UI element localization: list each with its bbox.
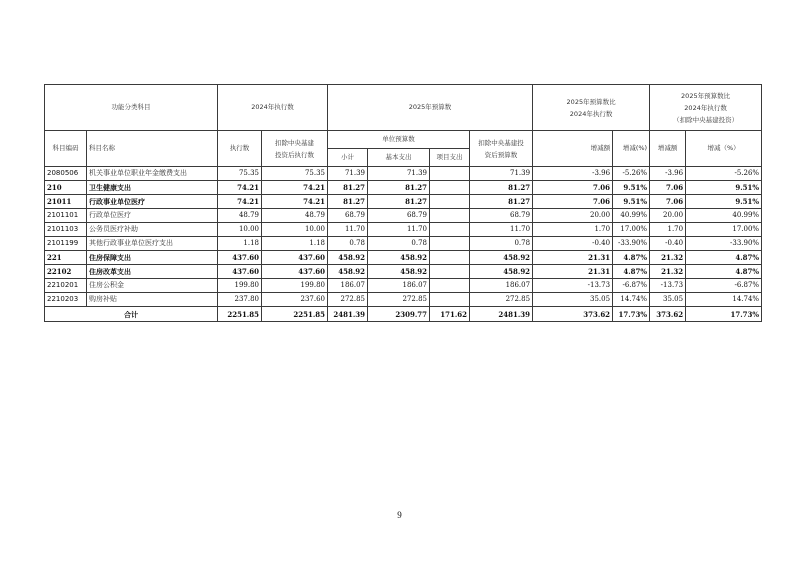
- subject-name-cell: 住房改革支出: [87, 265, 218, 279]
- header-row-1: [45, 85, 762, 131]
- exec-amount-cell: 74.21: [218, 181, 262, 195]
- diff-pct-ex-cell: -6.87%: [686, 279, 762, 293]
- table-row: [45, 209, 762, 223]
- total-diff-amount-cell: 373.62: [533, 307, 613, 322]
- subject-code-cell: 2101101: [45, 209, 87, 223]
- diff-pct-cell: -33.90%: [613, 237, 650, 251]
- page-number: 9: [397, 510, 402, 520]
- budget-ex-central-cell: 71.39: [470, 167, 533, 181]
- diff-amount-ex-cell: 21.32: [650, 265, 686, 279]
- budget-ex-central-cell: 81.27: [470, 195, 533, 209]
- exec-ex-central-cell: 437.60: [262, 265, 328, 279]
- total-budget-project-cell: 171.62: [430, 307, 470, 322]
- exec-amount-cell: 74.21: [218, 195, 262, 209]
- subject-code-cell: 21011: [45, 195, 87, 209]
- diff-amount-cell: -3.96: [533, 167, 613, 181]
- header-budget-2025: 2025年预算数: [328, 85, 533, 131]
- header-subtotal: 小计: [328, 149, 368, 167]
- subject-code-cell: 22102: [45, 265, 87, 279]
- exec-amount-cell: 10.00: [218, 223, 262, 237]
- budget-basic-cell: 81.27: [368, 181, 430, 195]
- budget-project-cell: [430, 209, 470, 223]
- budget-basic-cell: 11.70: [368, 223, 430, 237]
- header-ex-central-budget-line: 资后预算数: [484, 150, 518, 159]
- header-diff-amount: 增减额: [533, 131, 613, 167]
- subject-code-cell: 2101199: [45, 237, 87, 251]
- budget-table: [44, 84, 762, 322]
- exec-amount-cell: 437.60: [218, 251, 262, 265]
- diff-amount-cell: 7.06: [533, 195, 613, 209]
- diff-pct-ex-cell: -5.26%: [686, 167, 762, 181]
- total-exec-ex-central-cell: 2251.85: [262, 307, 328, 322]
- diff-pct-ex-cell: 40.99%: [686, 209, 762, 223]
- budget-basic-cell: 71.39: [368, 167, 430, 181]
- diff-pct-cell: 40.99%: [613, 209, 650, 223]
- budget-project-cell: [430, 195, 470, 209]
- subject-name-cell: 购房补贴: [87, 293, 218, 307]
- diff-pct-cell: 17.00%: [613, 223, 650, 237]
- total-diff-amount-ex-cell: 373.62: [650, 307, 686, 322]
- budget-ex-central-cell: 186.07: [470, 279, 533, 293]
- diff-amount-cell: 1.70: [533, 223, 613, 237]
- budget-project-cell: [430, 293, 470, 307]
- budget-subtotal-cell: 71.39: [328, 167, 368, 181]
- budget-subtotal-cell: 68.79: [328, 209, 368, 223]
- header-compare-2024: [533, 85, 650, 131]
- budget-project-cell: [430, 237, 470, 251]
- diff-pct-cell: -5.26%: [613, 167, 650, 181]
- exec-amount-cell: 237.80: [218, 293, 262, 307]
- budget-project-cell: [430, 279, 470, 293]
- budget-project-cell: [430, 223, 470, 237]
- header-diff-amount-ex: 增减额: [650, 131, 686, 167]
- budget-ex-central-cell: 68.79: [470, 209, 533, 223]
- budget-ex-central-cell: 272.85: [470, 293, 533, 307]
- diff-pct-ex-cell: 9.51%: [686, 181, 762, 195]
- header-dept-budget: 单位预算数: [328, 131, 470, 149]
- budget-subtotal-cell: 11.70: [328, 223, 368, 237]
- subject-name-cell: 行政事业单位医疗: [87, 195, 218, 209]
- budget-basic-cell: 186.07: [368, 279, 430, 293]
- subject-name-cell: 卫生健康支出: [87, 181, 218, 195]
- budget-subtotal-cell: 81.27: [328, 181, 368, 195]
- exec-amount-cell: 1.18: [218, 237, 262, 251]
- budget-project-cell: [430, 181, 470, 195]
- diff-pct-ex-cell: 4.87%: [686, 265, 762, 279]
- header-compare-ex-line: （扣除中央基建投资）: [673, 115, 739, 124]
- diff-amount-cell: 35.05: [533, 293, 613, 307]
- budget-ex-central-cell: 458.92: [470, 251, 533, 265]
- diff-pct-cell: -6.87%: [613, 279, 650, 293]
- budget-subtotal-cell: 272.85: [328, 293, 368, 307]
- exec-ex-central-cell: 74.21: [262, 195, 328, 209]
- exec-ex-central-cell: 75.35: [262, 167, 328, 181]
- total-exec-amount-cell: 2251.85: [218, 307, 262, 322]
- budget-basic-cell: 458.92: [368, 265, 430, 279]
- diff-pct-cell: 9.51%: [613, 181, 650, 195]
- diff-amount-ex-cell: 1.70: [650, 223, 686, 237]
- diff-amount-ex-cell: 7.06: [650, 181, 686, 195]
- total-diff-pct-cell: 17.73%: [613, 307, 650, 322]
- budget-basic-cell: 68.79: [368, 209, 430, 223]
- budget-subtotal-cell: 81.27: [328, 195, 368, 209]
- header-ex-central-exec-line: 投资后执行数: [275, 150, 314, 159]
- diff-amount-cell: 21.31: [533, 251, 613, 265]
- exec-ex-central-cell: 199.80: [262, 279, 328, 293]
- header-diff-pct: 增减(%): [613, 131, 650, 167]
- header-compare-ex-line: 2025年预算数比: [681, 91, 731, 100]
- diff-amount-ex-cell: -3.96: [650, 167, 686, 181]
- table-row: [45, 293, 762, 307]
- table-row: [45, 181, 762, 195]
- subject-code-cell: 2210201: [45, 279, 87, 293]
- diff-pct-ex-cell: 4.87%: [686, 251, 762, 265]
- table-row: [45, 251, 762, 265]
- budget-project-cell: [430, 251, 470, 265]
- diff-pct-ex-cell: 9.51%: [686, 195, 762, 209]
- total-budget-subtotal-cell: 2481.39: [328, 307, 368, 322]
- header-basic-exp: 基本支出: [368, 149, 430, 167]
- exec-amount-cell: 75.35: [218, 167, 262, 181]
- diff-pct-ex-cell: 14.74%: [686, 293, 762, 307]
- header-project-exp: 项目支出: [430, 149, 470, 167]
- header-compare-ex-line: 2024年执行数: [684, 103, 727, 112]
- budget-basic-cell: 0.78: [368, 237, 430, 251]
- subject-name-cell: 机关事业单位职业年金缴费支出: [87, 167, 218, 181]
- budget-basic-cell: 458.92: [368, 251, 430, 265]
- subject-name-cell: 公务员医疗补助: [87, 223, 218, 237]
- budget-ex-central-cell: 81.27: [470, 181, 533, 195]
- subject-code-cell: 221: [45, 251, 87, 265]
- diff-pct-cell: 4.87%: [613, 265, 650, 279]
- exec-ex-central-cell: 74.21: [262, 181, 328, 195]
- diff-amount-ex-cell: 20.00: [650, 209, 686, 223]
- header-compare-2024-line: 2025年预算数比: [566, 97, 616, 106]
- header-subject-code: 科目编码: [45, 131, 87, 167]
- total-diff-pct-ex-cell: 17.73%: [686, 307, 762, 322]
- diff-amount-cell: 21.31: [533, 265, 613, 279]
- exec-amount-cell: 437.60: [218, 265, 262, 279]
- exec-ex-central-cell: 1.18: [262, 237, 328, 251]
- table-row: [45, 195, 762, 209]
- total-budget-ex-central-cell: 2481.39: [470, 307, 533, 322]
- header-compare-2024-line: 2024年执行数: [569, 109, 613, 118]
- diff-amount-ex-cell: 35.05: [650, 293, 686, 307]
- table-row: [45, 223, 762, 237]
- exec-amount-cell: 199.80: [218, 279, 262, 293]
- total-budget-basic-cell: 2309.77: [368, 307, 430, 322]
- budget-ex-central-cell: 458.92: [470, 265, 533, 279]
- diff-amount-ex-cell: 7.06: [650, 195, 686, 209]
- budget-ex-central-cell: 11.70: [470, 223, 533, 237]
- subject-name-cell: 住房保障支出: [87, 251, 218, 265]
- diff-pct-cell: 9.51%: [613, 195, 650, 209]
- subject-name-cell: 住房公积金: [87, 279, 218, 293]
- header-exec-amount: 执行数: [218, 131, 262, 167]
- budget-subtotal-cell: 186.07: [328, 279, 368, 293]
- exec-ex-central-cell: 48.79: [262, 209, 328, 223]
- header-subject-name: 科目名称: [87, 131, 218, 167]
- table-body: [45, 85, 762, 322]
- header-ex-central-budget: [470, 131, 533, 167]
- budget-basic-cell: 81.27: [368, 195, 430, 209]
- budget-subtotal-cell: 458.92: [328, 251, 368, 265]
- total-label: 合计: [45, 307, 218, 322]
- diff-amount-cell: -13.73: [533, 279, 613, 293]
- diff-pct-ex-cell: -33.90%: [686, 237, 762, 251]
- diff-amount-ex-cell: -13.73: [650, 279, 686, 293]
- table-row: [45, 265, 762, 279]
- exec-ex-central-cell: 10.00: [262, 223, 328, 237]
- diff-pct-ex-cell: 17.00%: [686, 223, 762, 237]
- subject-name-cell: 其他行政事业单位医疗支出: [87, 237, 218, 251]
- header-ex-central-budget-line: 扣除中央基建投: [478, 138, 524, 147]
- diff-amount-ex-cell: 21.32: [650, 251, 686, 265]
- diff-amount-cell: -0.40: [533, 237, 613, 251]
- diff-amount-cell: 7.06: [533, 181, 613, 195]
- table-row: [45, 237, 762, 251]
- header-exec-2024: 2024年执行数: [218, 85, 328, 131]
- budget-ex-central-cell: 0.78: [470, 237, 533, 251]
- header-diff-pct-ex: 增减（%）: [686, 131, 762, 167]
- subject-code-cell: 2210203: [45, 293, 87, 307]
- total-row: [45, 307, 762, 322]
- diff-pct-cell: 14.74%: [613, 293, 650, 307]
- diff-amount-cell: 20.00: [533, 209, 613, 223]
- subject-name-cell: 行政单位医疗: [87, 209, 218, 223]
- diff-pct-cell: 4.87%: [613, 251, 650, 265]
- table-row: [45, 279, 762, 293]
- exec-ex-central-cell: 437.60: [262, 251, 328, 265]
- header-row-2: [45, 131, 762, 149]
- exec-ex-central-cell: 237.60: [262, 293, 328, 307]
- header-ex-central-exec: [262, 131, 328, 167]
- subject-code-cell: 210: [45, 181, 87, 195]
- subject-code-cell: 2101103: [45, 223, 87, 237]
- budget-subtotal-cell: 0.78: [328, 237, 368, 251]
- budget-project-cell: [430, 265, 470, 279]
- exec-amount-cell: 48.79: [218, 209, 262, 223]
- budget-basic-cell: 272.85: [368, 293, 430, 307]
- budget-subtotal-cell: 458.92: [328, 265, 368, 279]
- header-compare-ex-central: [650, 85, 762, 131]
- header-func-category: 功能分类科目: [45, 85, 218, 131]
- header-ex-central-exec-line: 扣除中央基建: [275, 138, 314, 147]
- subject-code-cell: 2080506: [45, 167, 87, 181]
- diff-amount-ex-cell: -0.40: [650, 237, 686, 251]
- budget-project-cell: [430, 167, 470, 181]
- table-row: [45, 167, 762, 181]
